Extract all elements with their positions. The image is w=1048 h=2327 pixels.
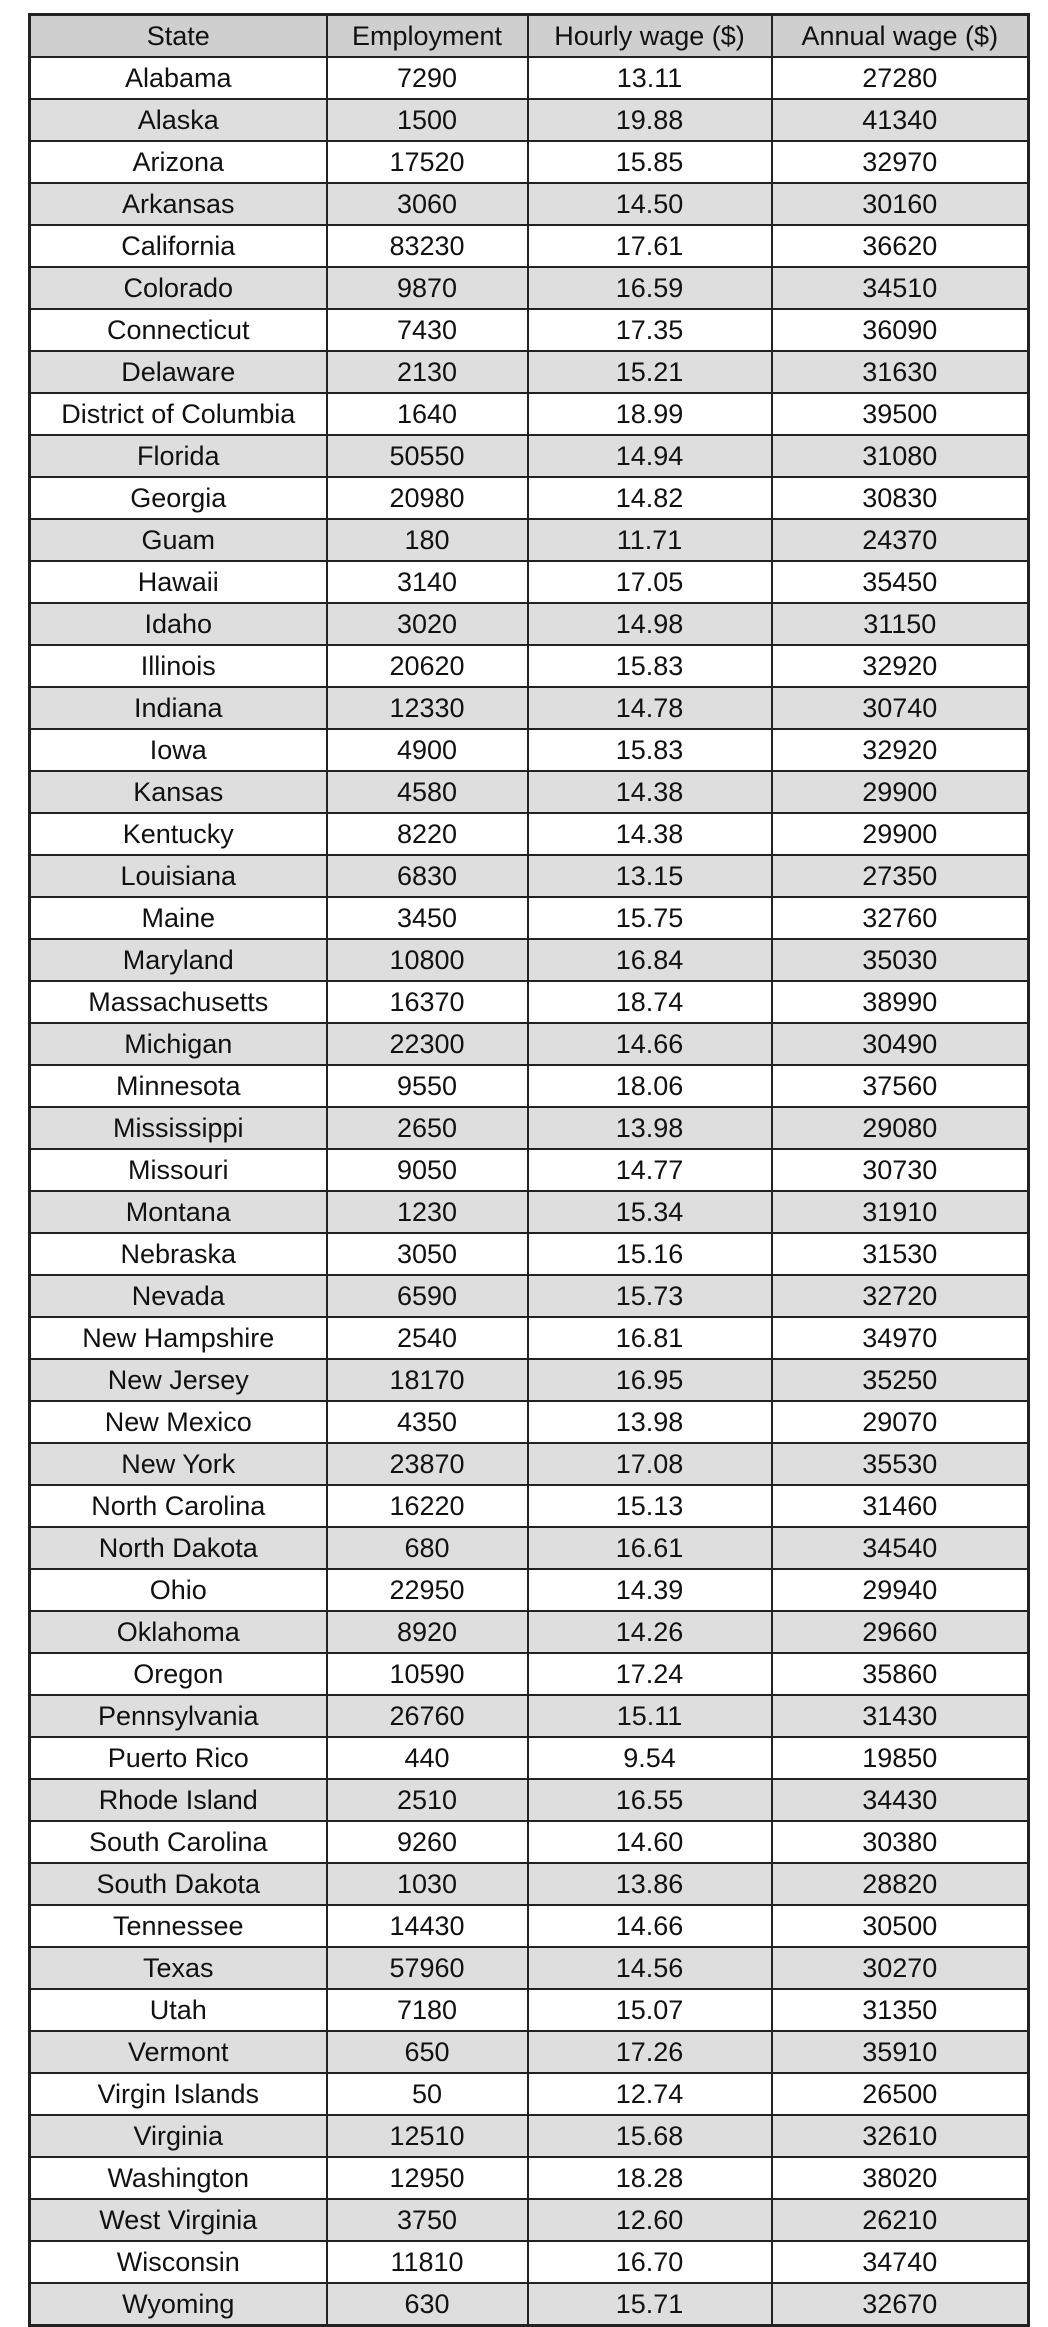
hourly-wage-cell: 18.74	[528, 981, 772, 1023]
employment-cell: 2540	[327, 1317, 528, 1359]
employment-cell: 20620	[327, 645, 528, 687]
annual-wage-cell: 31460	[772, 1485, 1029, 1527]
annual-wage-cell: 31350	[772, 1989, 1029, 2031]
table-row	[30, 1359, 1029, 1401]
annual-wage-cell: 26500	[772, 2073, 1029, 2115]
state-cell: Maine	[30, 897, 327, 939]
annual-wage-cell: 24370	[772, 519, 1029, 561]
hourly-wage-cell: 13.98	[528, 1401, 772, 1443]
state-cell: Arkansas	[30, 183, 327, 225]
table-row	[30, 1065, 1029, 1107]
hourly-wage-cell: 17.05	[528, 561, 772, 603]
employment-cell: 440	[327, 1737, 528, 1779]
hourly-wage-cell: 16.81	[528, 1317, 772, 1359]
annual-wage-cell: 19850	[772, 1737, 1029, 1779]
table-row	[30, 1527, 1029, 1569]
hourly-wage-cell: 15.71	[528, 2283, 772, 2326]
table-row	[30, 2241, 1029, 2283]
table-row	[30, 1569, 1029, 1611]
state-cell: Michigan	[30, 1023, 327, 1065]
header-row	[30, 15, 1029, 58]
employment-cell: 680	[327, 1527, 528, 1569]
hourly-wage-cell: 15.11	[528, 1695, 772, 1737]
employment-cell: 20980	[327, 477, 528, 519]
hourly-wage-cell: 14.39	[528, 1569, 772, 1611]
table-row	[30, 1779, 1029, 1821]
annual-wage-cell: 27280	[772, 57, 1029, 99]
annual-wage-cell: 31530	[772, 1233, 1029, 1275]
annual-wage-cell: 29660	[772, 1611, 1029, 1653]
annual-wage-cell: 31080	[772, 435, 1029, 477]
annual-wage-cell: 32760	[772, 897, 1029, 939]
wage-table	[28, 13, 1030, 2327]
annual-wage-cell: 31150	[772, 603, 1029, 645]
employment-cell: 12510	[327, 2115, 528, 2157]
state-cell: Louisiana	[30, 855, 327, 897]
hourly-wage-cell: 14.98	[528, 603, 772, 645]
employment-cell: 2650	[327, 1107, 528, 1149]
annual-wage-cell: 30730	[772, 1149, 1029, 1191]
employment-cell: 630	[327, 2283, 528, 2326]
employment-cell: 1030	[327, 1863, 528, 1905]
state-cell: Utah	[30, 1989, 327, 2031]
annual-wage-cell: 30380	[772, 1821, 1029, 1863]
state-cell: Hawaii	[30, 561, 327, 603]
state-cell: Nevada	[30, 1275, 327, 1317]
state-cell: Massachusetts	[30, 981, 327, 1023]
employment-cell: 7430	[327, 309, 528, 351]
annual-wage-cell: 35030	[772, 939, 1029, 981]
table-row	[30, 1737, 1029, 1779]
annual-wage-cell: 35450	[772, 561, 1029, 603]
hourly-wage-cell: 18.28	[528, 2157, 772, 2199]
table-row	[30, 771, 1029, 813]
employment-cell: 650	[327, 2031, 528, 2073]
table-body	[30, 57, 1029, 2326]
state-cell: North Dakota	[30, 1527, 327, 1569]
annual-wage-cell: 34540	[772, 1527, 1029, 1569]
state-cell: Texas	[30, 1947, 327, 1989]
employment-cell: 8920	[327, 1611, 528, 1653]
state-cell: Colorado	[30, 267, 327, 309]
table-row	[30, 1275, 1029, 1317]
employment-cell: 17520	[327, 141, 528, 183]
hourly-wage-cell: 15.16	[528, 1233, 772, 1275]
table-row	[30, 1611, 1029, 1653]
table-row	[30, 1989, 1029, 2031]
annual-wage-cell: 30490	[772, 1023, 1029, 1065]
annual-wage-cell: 37560	[772, 1065, 1029, 1107]
state-cell: Mississippi	[30, 1107, 327, 1149]
state-cell: Delaware	[30, 351, 327, 393]
hourly-wage-cell: 14.26	[528, 1611, 772, 1653]
hourly-wage-cell: 13.98	[528, 1107, 772, 1149]
table-row	[30, 687, 1029, 729]
hourly-wage-cell: 19.88	[528, 99, 772, 141]
table-row	[30, 1947, 1029, 1989]
hourly-wage-cell: 14.38	[528, 813, 772, 855]
state-cell: Indiana	[30, 687, 327, 729]
employment-cell: 180	[327, 519, 528, 561]
state-cell: Montana	[30, 1191, 327, 1233]
employment-cell: 16370	[327, 981, 528, 1023]
table-row	[30, 309, 1029, 351]
table-row	[30, 939, 1029, 981]
table-row	[30, 1401, 1029, 1443]
annual-wage-cell: 27350	[772, 855, 1029, 897]
state-cell: Oklahoma	[30, 1611, 327, 1653]
state-cell: Florida	[30, 435, 327, 477]
table-row	[30, 2115, 1029, 2157]
employment-cell: 14430	[327, 1905, 528, 1947]
table-row	[30, 645, 1029, 687]
table-row	[30, 393, 1029, 435]
employment-cell: 3020	[327, 603, 528, 645]
table-row	[30, 2031, 1029, 2073]
table-row	[30, 1485, 1029, 1527]
hourly-wage-cell: 14.78	[528, 687, 772, 729]
hourly-wage-cell: 18.06	[528, 1065, 772, 1107]
hourly-wage-cell: 17.08	[528, 1443, 772, 1485]
state-cell: South Carolina	[30, 1821, 327, 1863]
employment-cell: 7180	[327, 1989, 528, 2031]
state-cell: Vermont	[30, 2031, 327, 2073]
table-row	[30, 141, 1029, 183]
annual-wage-cell: 30500	[772, 1905, 1029, 1947]
employment-cell: 11810	[327, 2241, 528, 2283]
employment-cell: 12330	[327, 687, 528, 729]
table-row	[30, 2073, 1029, 2115]
state-cell: Pennsylvania	[30, 1695, 327, 1737]
employment-cell: 3140	[327, 561, 528, 603]
employment-cell: 4350	[327, 1401, 528, 1443]
employment-cell: 57960	[327, 1947, 528, 1989]
table-row	[30, 1023, 1029, 1065]
employment-cell: 22300	[327, 1023, 528, 1065]
hourly-wage-cell: 15.68	[528, 2115, 772, 2157]
annual-wage-cell: 34510	[772, 267, 1029, 309]
annual-wage-cell: 36090	[772, 309, 1029, 351]
table-row	[30, 561, 1029, 603]
state-cell: New Mexico	[30, 1401, 327, 1443]
employment-cell: 3060	[327, 183, 528, 225]
annual-wage-cell: 28820	[772, 1863, 1029, 1905]
state-cell: Wisconsin	[30, 2241, 327, 2283]
table-row	[30, 351, 1029, 393]
employment-cell: 2510	[327, 1779, 528, 1821]
table-row	[30, 1863, 1029, 1905]
employment-cell: 3050	[327, 1233, 528, 1275]
employment-cell: 9870	[327, 267, 528, 309]
table-row	[30, 1443, 1029, 1485]
table-row	[30, 1905, 1029, 1947]
state-cell: Wyoming	[30, 2283, 327, 2326]
employment-cell: 26760	[327, 1695, 528, 1737]
employment-cell: 3450	[327, 897, 528, 939]
state-cell: Oregon	[30, 1653, 327, 1695]
table-row	[30, 729, 1029, 771]
state-cell: Illinois	[30, 645, 327, 687]
employment-cell: 16220	[327, 1485, 528, 1527]
table-row	[30, 897, 1029, 939]
state-cell: Tennessee	[30, 1905, 327, 1947]
table-row	[30, 1653, 1029, 1695]
state-cell: Puerto Rico	[30, 1737, 327, 1779]
table-row	[30, 519, 1029, 561]
state-cell: South Dakota	[30, 1863, 327, 1905]
employment-cell: 22950	[327, 1569, 528, 1611]
state-cell: New Jersey	[30, 1359, 327, 1401]
annual-wage-cell: 30270	[772, 1947, 1029, 1989]
table-row	[30, 603, 1029, 645]
header-annual-wage: Annual wage ($)	[772, 15, 1029, 58]
hourly-wage-cell: 15.34	[528, 1191, 772, 1233]
state-cell: Alabama	[30, 57, 327, 99]
hourly-wage-cell: 15.73	[528, 1275, 772, 1317]
state-cell: North Carolina	[30, 1485, 327, 1527]
employment-cell: 83230	[327, 225, 528, 267]
hourly-wage-cell: 13.11	[528, 57, 772, 99]
hourly-wage-cell: 14.50	[528, 183, 772, 225]
table-row	[30, 1191, 1029, 1233]
hourly-wage-cell: 14.38	[528, 771, 772, 813]
hourly-wage-cell: 13.15	[528, 855, 772, 897]
hourly-wage-cell: 12.74	[528, 2073, 772, 2115]
annual-wage-cell: 31430	[772, 1695, 1029, 1737]
annual-wage-cell: 34970	[772, 1317, 1029, 1359]
state-cell: Iowa	[30, 729, 327, 771]
state-cell: Connecticut	[30, 309, 327, 351]
employment-cell: 1230	[327, 1191, 528, 1233]
hourly-wage-cell: 17.24	[528, 1653, 772, 1695]
hourly-wage-cell: 9.54	[528, 1737, 772, 1779]
employment-cell: 9260	[327, 1821, 528, 1863]
annual-wage-cell: 35860	[772, 1653, 1029, 1695]
hourly-wage-cell: 14.66	[528, 1023, 772, 1065]
hourly-wage-cell: 17.35	[528, 309, 772, 351]
annual-wage-cell: 35910	[772, 2031, 1029, 2073]
annual-wage-cell: 35250	[772, 1359, 1029, 1401]
state-cell: District of Columbia	[30, 393, 327, 435]
employment-cell: 50550	[327, 435, 528, 477]
annual-wage-cell: 41340	[772, 99, 1029, 141]
hourly-wage-cell: 14.66	[528, 1905, 772, 1947]
table-row	[30, 855, 1029, 897]
annual-wage-cell: 30740	[772, 687, 1029, 729]
annual-wage-cell: 34430	[772, 1779, 1029, 1821]
annual-wage-cell: 38020	[772, 2157, 1029, 2199]
hourly-wage-cell: 15.85	[528, 141, 772, 183]
annual-wage-cell: 34740	[772, 2241, 1029, 2283]
state-cell: Maryland	[30, 939, 327, 981]
state-cell: Virgin Islands	[30, 2073, 327, 2115]
table-row	[30, 1317, 1029, 1359]
hourly-wage-cell: 14.60	[528, 1821, 772, 1863]
table-row	[30, 477, 1029, 519]
annual-wage-cell: 29900	[772, 813, 1029, 855]
state-cell: West Virginia	[30, 2199, 327, 2241]
state-cell: Rhode Island	[30, 1779, 327, 1821]
state-cell: Kansas	[30, 771, 327, 813]
state-cell: Alaska	[30, 99, 327, 141]
table-row	[30, 1233, 1029, 1275]
state-cell: Guam	[30, 519, 327, 561]
employment-cell: 6830	[327, 855, 528, 897]
table-row	[30, 183, 1029, 225]
employment-cell: 2130	[327, 351, 528, 393]
state-cell: Washington	[30, 2157, 327, 2199]
state-cell: Virginia	[30, 2115, 327, 2157]
employment-cell: 7290	[327, 57, 528, 99]
hourly-wage-cell: 15.83	[528, 645, 772, 687]
annual-wage-cell: 29080	[772, 1107, 1029, 1149]
employment-cell: 18170	[327, 1359, 528, 1401]
table-row	[30, 1695, 1029, 1737]
employment-cell: 10590	[327, 1653, 528, 1695]
header-state: State	[30, 15, 327, 58]
annual-wage-cell: 39500	[772, 393, 1029, 435]
hourly-wage-cell: 17.26	[528, 2031, 772, 2073]
table-row	[30, 267, 1029, 309]
hourly-wage-cell: 14.82	[528, 477, 772, 519]
hourly-wage-cell: 17.61	[528, 225, 772, 267]
hourly-wage-cell: 18.99	[528, 393, 772, 435]
employment-cell: 4900	[327, 729, 528, 771]
employment-cell: 10800	[327, 939, 528, 981]
table-row	[30, 57, 1029, 99]
employment-cell: 9050	[327, 1149, 528, 1191]
table-row	[30, 2283, 1029, 2326]
hourly-wage-cell: 13.86	[528, 1863, 772, 1905]
employment-cell: 3750	[327, 2199, 528, 2241]
state-cell: California	[30, 225, 327, 267]
annual-wage-cell: 36620	[772, 225, 1029, 267]
state-cell: New Hampshire	[30, 1317, 327, 1359]
table-row	[30, 1149, 1029, 1191]
state-cell: Idaho	[30, 603, 327, 645]
hourly-wage-cell: 15.83	[528, 729, 772, 771]
hourly-wage-cell: 14.56	[528, 1947, 772, 1989]
hourly-wage-cell: 15.75	[528, 897, 772, 939]
hourly-wage-cell: 16.70	[528, 2241, 772, 2283]
hourly-wage-cell: 16.55	[528, 1779, 772, 1821]
employment-cell: 8220	[327, 813, 528, 855]
annual-wage-cell: 32970	[772, 141, 1029, 183]
state-cell: Kentucky	[30, 813, 327, 855]
state-cell: New York	[30, 1443, 327, 1485]
table-row	[30, 99, 1029, 141]
annual-wage-cell: 32920	[772, 729, 1029, 771]
hourly-wage-cell: 14.77	[528, 1149, 772, 1191]
header-hourly-wage: Hourly wage ($)	[528, 15, 772, 58]
annual-wage-cell: 29900	[772, 771, 1029, 813]
employment-cell: 6590	[327, 1275, 528, 1317]
annual-wage-cell: 32610	[772, 2115, 1029, 2157]
annual-wage-cell: 32920	[772, 645, 1029, 687]
hourly-wage-cell: 15.21	[528, 351, 772, 393]
annual-wage-cell: 26210	[772, 2199, 1029, 2241]
header-employment: Employment	[327, 15, 528, 58]
hourly-wage-cell: 12.60	[528, 2199, 772, 2241]
hourly-wage-cell: 16.61	[528, 1527, 772, 1569]
employment-cell: 1500	[327, 99, 528, 141]
annual-wage-cell: 30160	[772, 183, 1029, 225]
employment-cell: 12950	[327, 2157, 528, 2199]
annual-wage-cell: 32670	[772, 2283, 1029, 2326]
hourly-wage-cell: 16.59	[528, 267, 772, 309]
state-cell: Nebraska	[30, 1233, 327, 1275]
hourly-wage-cell: 16.84	[528, 939, 772, 981]
employment-cell: 50	[327, 2073, 528, 2115]
state-cell: Missouri	[30, 1149, 327, 1191]
table-row	[30, 435, 1029, 477]
state-cell: Ohio	[30, 1569, 327, 1611]
hourly-wage-cell: 14.94	[528, 435, 772, 477]
table-row	[30, 2157, 1029, 2199]
state-cell: Minnesota	[30, 1065, 327, 1107]
hourly-wage-cell: 15.07	[528, 1989, 772, 2031]
annual-wage-cell: 35530	[772, 1443, 1029, 1485]
employment-cell: 9550	[327, 1065, 528, 1107]
table-row	[30, 2199, 1029, 2241]
table-row	[30, 225, 1029, 267]
annual-wage-cell: 31910	[772, 1191, 1029, 1233]
annual-wage-cell: 29940	[772, 1569, 1029, 1611]
annual-wage-cell: 32720	[772, 1275, 1029, 1317]
annual-wage-cell: 30830	[772, 477, 1029, 519]
state-cell: Arizona	[30, 141, 327, 183]
table-row	[30, 1107, 1029, 1149]
employment-cell: 4580	[327, 771, 528, 813]
annual-wage-cell: 29070	[772, 1401, 1029, 1443]
table-row	[30, 981, 1029, 1023]
table-row	[30, 1821, 1029, 1863]
state-cell: Georgia	[30, 477, 327, 519]
annual-wage-cell: 31630	[772, 351, 1029, 393]
table-row	[30, 813, 1029, 855]
hourly-wage-cell: 16.95	[528, 1359, 772, 1401]
employment-cell: 23870	[327, 1443, 528, 1485]
annual-wage-cell: 38990	[772, 981, 1029, 1023]
hourly-wage-cell: 15.13	[528, 1485, 772, 1527]
hourly-wage-cell: 11.71	[528, 519, 772, 561]
employment-cell: 1640	[327, 393, 528, 435]
